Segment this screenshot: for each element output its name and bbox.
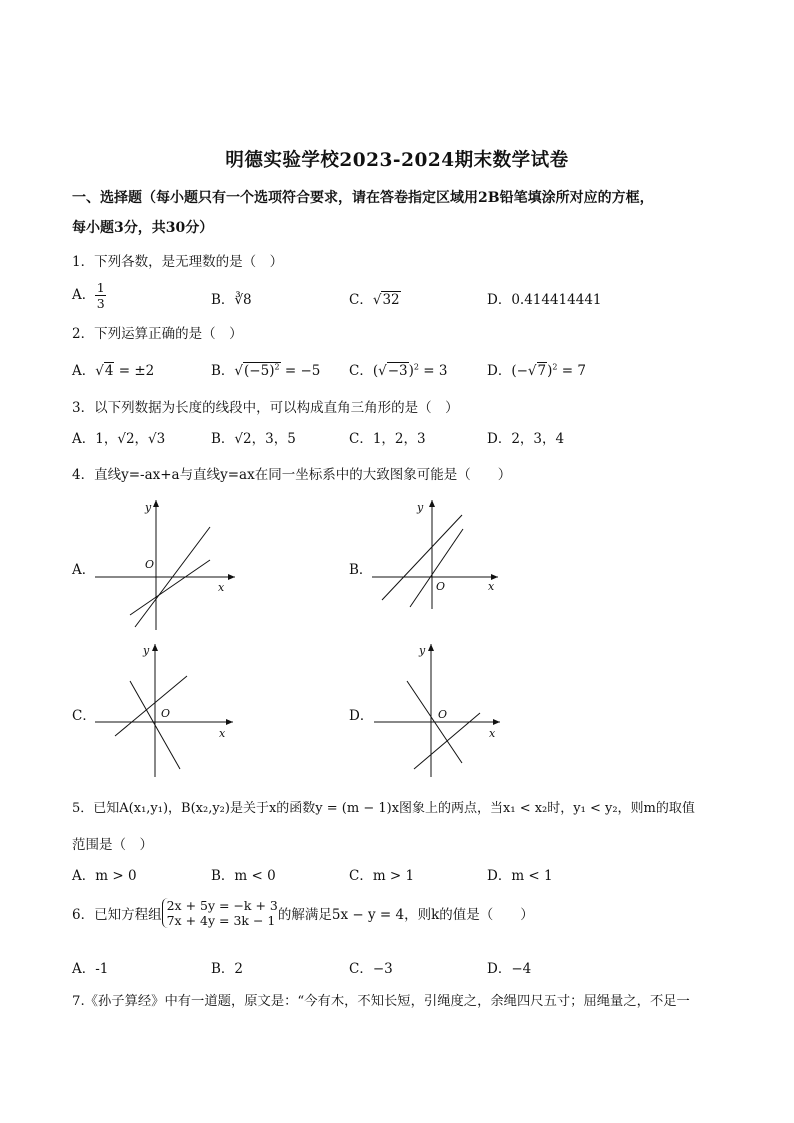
q6-option-c: C．−3 [349,961,393,977]
q4-graph-a [95,497,240,632]
q5-option-c: C．m > 1 [349,868,415,884]
q1-stem: 1．下列各数，是无理数的是（ ） [72,254,284,270]
svg-text:O: O [161,707,171,720]
q3-option-d: D．2，3，4 [487,431,565,447]
svg-text:x: x [488,580,495,593]
q3-option-a: A．1，√2，√3 [72,431,166,447]
q4-graph-c [95,641,240,778]
q3-stem: 3．以下列数据为长度的线段中，可以构成直角三角形的是（ ） [72,400,459,416]
svg-text:y: y [417,501,424,514]
section-heading-line2: 每小题3分，共30分） [72,220,214,236]
q5-option-a: A．m > 0 [72,868,137,884]
svg-text:O: O [438,708,448,721]
q1-option-c: C．√32 [349,292,400,308]
q5-stem-line1: 5．已知A(x₁,y₁)，B(x₂,y₂)是关于x的函数y = (m − 1)x图象上的两点，当x₁ < x₂时，y₁ < y₂，则m的取值 [72,801,695,816]
q6-system: 2x + 5y = −k + 3 7x + 4y = 3k − 1 [162,898,278,928]
q5-stem-line2: 范围是（ ） [72,837,153,853]
svg-text:y: y [145,501,152,514]
q6-option-d: D．−4 [487,961,532,977]
page-title: 明德实验学校2023-2024期末数学试卷 [225,150,569,171]
section-heading-line1: 一、选择题（每小题只有一个选项符合要求，请在答卷指定区域用2B铅笔填涂所对应的方框， [72,190,654,206]
svg-text:x: x [489,727,496,740]
q1-option-b: B．∛8 [211,292,252,308]
q2-option-b: B．$√(-5)^2 = -5$ [211,362,321,379]
q7-stem: 7.《孙子算经》中有一道题，原文是：“今有木，不知长短，引绳度之，余绳四尺五寸；屈绳量之，不足一 [72,994,690,1009]
q4-graph-b [370,497,505,612]
q1-option-d: D．0.414414441 [487,292,602,308]
svg-text:y: y [419,644,426,657]
q2-option-a: A．√4 = ±2 [72,363,155,379]
q4-option-c-label: C． [72,708,96,724]
svg-text:x: x [218,581,225,594]
q5-option-d: D．m < 1 [487,868,553,884]
q4-stem: 4．直线y=-ax+a与直线y=ax在同一坐标系中的大致图象可能是（ ） [72,467,512,483]
q4-graph-d [372,641,507,778]
q2-option-c: C．$(√-3)^2 = 3$ [349,362,448,379]
q6-stem: 6．已知方程组 2x + 5y = −k + 3 7x + 4y = 3k − 1 的解满足5x − y = 4，则k的值是（ ） [72,898,534,928]
svg-text:O: O [145,558,155,571]
q6-option-a: A．-1 [72,961,109,977]
q4-option-a-label: A． [72,562,96,578]
q4-option-b-label: B． [349,562,373,578]
q1-option-a: A． $\frac{1}{3}$ [72,280,105,312]
q5-option-b: B．m < 0 [211,868,276,884]
q3-option-b: B．√2，3，5 [211,431,296,447]
q6-option-b: B．2 [211,961,244,977]
q3-option-c: C．1，2，3 [349,431,426,447]
svg-text:O: O [436,580,446,593]
svg-text:y: y [143,644,150,657]
q2-option-d: D．$(-√7)^2 = 7$ [487,362,586,379]
q4-option-d-label: D． [349,708,374,724]
svg-text:x: x [219,727,226,740]
q2-stem: 2．下列运算正确的是（ ） [72,326,243,342]
